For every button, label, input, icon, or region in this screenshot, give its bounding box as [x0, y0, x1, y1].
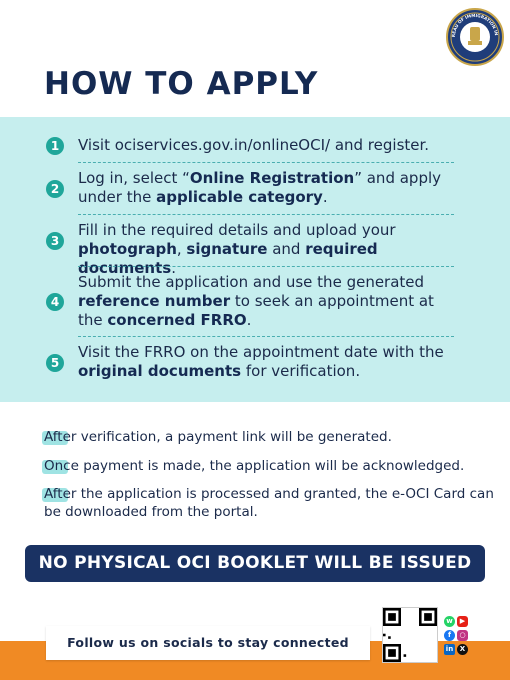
step-text-run: . [171, 259, 176, 277]
step-divider [78, 336, 454, 337]
step-text-run: Online Registration [189, 169, 355, 187]
step-text-run: Log in, select “ [78, 169, 190, 187]
whatsapp-icon[interactable]: w [444, 616, 455, 627]
step-number: 1 [46, 137, 64, 155]
note-text: After verification, a payment link will be generated. [44, 429, 392, 445]
step-text-run: , [176, 240, 187, 258]
seal-graphic [448, 10, 502, 64]
step-text-run: concerned FRRO [107, 311, 247, 329]
step-text-run: . [246, 311, 252, 329]
step-text-run: reference number [78, 292, 231, 310]
step-text-run: . [322, 188, 328, 206]
seal-text: REAU OF IMMIGRATION IN [450, 12, 499, 38]
step-text-run: Visit the FRRO on the appointment date with the [78, 343, 444, 361]
note-item [44, 457, 494, 475]
step-text-run: original documents [78, 362, 242, 380]
warning-banner: NO PHYSICAL OCI BOOKLET WILL BE ISSUED [25, 545, 485, 582]
instagram-icon[interactable]: ○ [457, 630, 468, 641]
step-number: 3 [46, 232, 64, 250]
facebook-icon[interactable]: f [444, 630, 455, 641]
step-number: 4 [46, 293, 64, 311]
note-text: After the application is processed and granted, the e-OCI Card can be downloaded from the portal. [44, 486, 494, 520]
step-divider [78, 214, 454, 215]
qr-code-graphic [383, 608, 437, 662]
youtube-icon[interactable]: ▶ [457, 616, 468, 627]
steps-panel [0, 117, 510, 402]
step-text-run: Fill in the required details and upload your [78, 221, 396, 239]
footer-box [46, 626, 370, 660]
step-text-run: applicable category [156, 188, 323, 206]
step-text-run: and [267, 240, 306, 258]
step-divider [78, 162, 454, 163]
page-title: HOW TO APPLY [44, 66, 319, 102]
step-text-run: Visit ociservices.gov.in/onlineOCI/ and register. [78, 136, 430, 154]
step-text [78, 343, 458, 381]
step-text [78, 221, 458, 278]
footer-text: Follow us on socials to stay connected [67, 635, 349, 650]
step-text-run: signature [186, 240, 268, 258]
step-text [78, 169, 458, 207]
step-text [78, 136, 458, 155]
step-text-run: required documents [78, 240, 378, 277]
step-text [78, 273, 458, 330]
note-item [44, 428, 494, 446]
step-divider [78, 266, 454, 267]
step-text-run: for verification. [241, 362, 361, 380]
step-text-run: ” and apply under the [78, 169, 442, 206]
step-number: 2 [46, 180, 64, 198]
x-icon[interactable]: X [457, 644, 468, 655]
note-text: Once payment is made, the application will be acknowledged. [44, 458, 465, 474]
step-text-run: to seek an appointment at the [78, 292, 434, 329]
linkedin-icon[interactable]: in [445, 645, 454, 653]
bureau-of-immigration-seal-icon [446, 8, 504, 66]
qr-code-icon[interactable] [382, 607, 438, 663]
note-item [44, 485, 494, 521]
step-number: 5 [46, 354, 64, 372]
step-text-run: Submit the application and use the generated [78, 273, 425, 291]
step-text-run: photograph [78, 240, 177, 258]
